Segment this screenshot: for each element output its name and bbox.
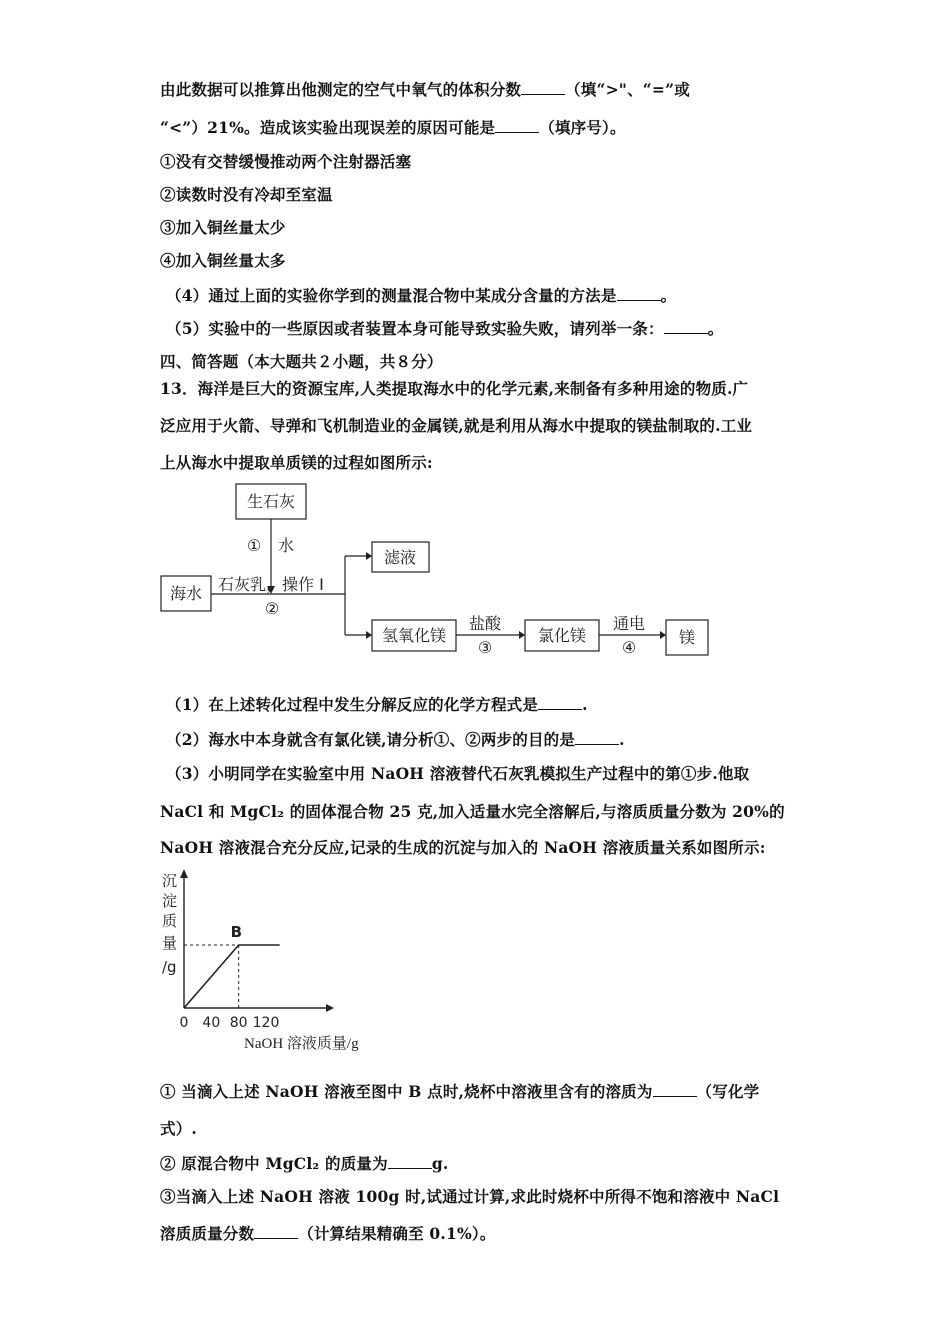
sub-question-3-line-2: NaCl 和 MgCl₂ 的固体混合物 25 克,加入适量水完全溶解后,与溶质质量分数为 20%的 — [160, 802, 785, 821]
option-3: ③加入铜丝量太少 — [160, 218, 286, 237]
label-quicklime: 生石灰 — [246, 492, 296, 511]
precipitate-graph — [152, 866, 392, 1056]
answer-blank[interactable] — [617, 299, 661, 301]
calc-question-1: ① 当滴入上述 NaOH 溶液至图中 B 点时,烧杯中溶液里含有的溶质为 （写化学 — [160, 1082, 760, 1101]
answer-blank[interactable] — [538, 708, 582, 710]
x-axis-label: NaOH 溶液质量/g — [244, 1036, 359, 1052]
sub-question-3-line-3: NaOH 溶液混合充分反应,记录的生成的沉淀与加入的 NaOH 溶液质量关系如图所示: — [160, 838, 766, 857]
label-step4-num: ④ — [621, 638, 637, 657]
label-electrolysis: 通电 — [612, 614, 646, 633]
answer-blank[interactable] — [575, 743, 619, 745]
sub-question-1: （1）在上述转化过程中发生分解反应的化学方程式是 . — [166, 695, 588, 714]
x-tick-label: 120 — [252, 1015, 280, 1031]
problem-13-line-1: 13．海洋是巨大的资源宝库,人类提取海水中的化学元素,来制备有多种用途的物质.广 — [160, 379, 749, 398]
text-line-2: “<”）21%。造成该实验出现误差的原因可能是 （填序号）。 — [160, 118, 626, 137]
label-mgcl2: 氯化镁 — [537, 626, 587, 645]
label-mgoh2: 氢氧化镁 — [381, 626, 447, 645]
answer-blank[interactable] — [254, 1237, 298, 1239]
label-step1-num: ① — [246, 536, 262, 555]
answer-blank[interactable] — [388, 1167, 432, 1169]
option-4: ④加入铜丝量太多 — [160, 251, 286, 270]
problem-13-line-2: 泛应用于火箭、导弹和飞机制造业的金属镁,就是利用从海水中提取的镁盐制取的.工业 — [160, 416, 753, 435]
answer-blank[interactable] — [664, 332, 708, 334]
answer-blank[interactable] — [653, 1095, 697, 1097]
process-flow-diagram — [155, 474, 725, 664]
answer-blank[interactable] — [495, 131, 539, 133]
label-filtrate: 滤液 — [383, 548, 417, 567]
calc-question-3-line-1: ③当滴入上述 NaOH 溶液 100g 时,试通过计算,求此时烧杯中所得不饱和溶液中 NaCl — [160, 1187, 780, 1206]
option-2: ②读数时没有冷却至室温 — [160, 185, 333, 204]
ylabel-char-4: 量 — [162, 934, 178, 952]
text-line-1: 由此数据可以推算出他测定的空气中氧气的体积分数 （填“>"、“=”或 — [160, 80, 690, 99]
label-step3-num: ③ — [477, 638, 493, 657]
series-line — [184, 945, 280, 1008]
question-5: （5）实验中的一些原因或者装置本身可能导致实验失败，请列举一条： 。 — [166, 319, 724, 338]
x-axis-arrow — [326, 1004, 334, 1012]
calc-question-3-line-2: 溶质质量分数 （计算结果精确至 0.1%）。 — [160, 1224, 496, 1243]
question-4: （4）通过上面的实验你学到的测量混合物中某成分含量的方法是 。 — [166, 286, 677, 305]
label-water: 水 — [277, 536, 295, 555]
sub-question-3-line-1: （3）小明同学在实验室中用 NaOH 溶液替代石灰乳模拟生产过程中的第①步.他取 — [166, 764, 750, 783]
sub-question-2: （2）海水中本身就含有氯化镁,请分析①、②两步的目的是 . — [166, 730, 625, 749]
problem-13-line-3: 上从海水中提取单质镁的过程如图所示: — [160, 453, 433, 472]
calc-question-1-cont: 式）. — [160, 1119, 197, 1138]
section-heading: 四、简答题（本大题共２小题，共８分） — [160, 352, 443, 371]
label-seawater: 海水 — [169, 584, 203, 603]
label-acid: 盐酸 — [468, 614, 502, 633]
answer-blank[interactable] — [521, 93, 565, 95]
ylabel-char-2: 淀 — [162, 892, 178, 910]
x-tick-label: 0 — [179, 1015, 189, 1031]
label-mg: 镁 — [678, 628, 696, 647]
y-axis-arrow — [180, 869, 188, 878]
ylabel-char-5: /g — [162, 958, 177, 976]
x-tick-label: 80 — [229, 1015, 248, 1031]
point-b-label: B — [230, 923, 243, 941]
label-step2: 石灰乳，操作 I — [218, 575, 324, 594]
ylabel-char-3: 质 — [162, 912, 178, 930]
x-tick-label: 40 — [202, 1015, 221, 1031]
option-1: ①没有交替缓慢推动两个注射器活塞 — [160, 152, 412, 171]
ylabel-char-1: 沉 — [162, 872, 178, 890]
label-step2-num: ② — [264, 599, 280, 618]
calc-question-2: ② 原混合物中 MgCl₂ 的质量为 g. — [160, 1154, 449, 1173]
